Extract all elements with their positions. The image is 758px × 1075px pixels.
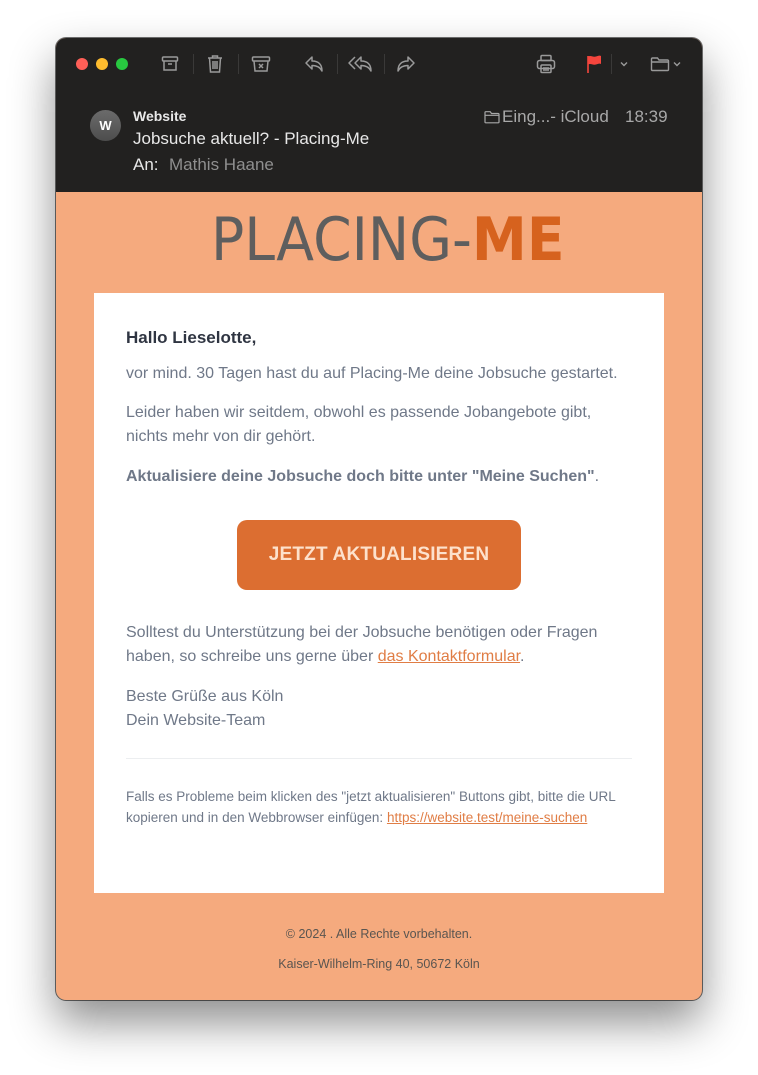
logo-accent-text: ME (471, 205, 565, 275)
signoff-line-1: Beste Grüße aus Köln (126, 688, 284, 705)
delete-button[interactable] (204, 51, 226, 77)
email-content-card (94, 293, 664, 893)
fallback-text: Falls es Probleme beim klicken des "jetzt aktualisieren" Buttons gibt, bitte die URL kopieren und in den Webbrowser einfügen: (126, 789, 616, 825)
greeting: Hallo Lieselotte, (126, 328, 257, 347)
mailbox-name: Eing...- iCloud (502, 107, 609, 126)
search-url-link[interactable]: https://website.test/meine-suchen (386, 810, 588, 825)
forward-icon (396, 55, 416, 73)
flag-menu-button[interactable] (617, 51, 631, 77)
footer-address: Kaiser-Wilhelm-Ring 40, 50672 Köln (278, 957, 480, 971)
fallback-note (126, 786, 636, 828)
flag-button[interactable] (583, 51, 605, 77)
reply-all-icon (347, 55, 373, 73)
cta-instruction: Aktualisiere deine Jobsuche doch bitte unter "Meine Suchen" (126, 468, 595, 485)
chevron-down-icon (673, 61, 681, 67)
contact-form-link[interactable]: das Kontaktformular (377, 648, 521, 665)
paragraph-call-to-action (126, 465, 636, 489)
placing-me-logo (211, 205, 565, 275)
recipient-label: An: (133, 155, 159, 174)
footer-copyright: © 2024 . Alle Rechte vorbehalten. (285, 927, 473, 941)
support-text: Solltest du Unterstützung bei der Jobsuche benötigen oder Fragen haben, so schreibe uns gerne über (126, 624, 598, 665)
zoom-window-button[interactable] (116, 58, 128, 70)
logo-text: PLACING- (211, 205, 472, 275)
archive-icon (161, 55, 179, 73)
reply-button[interactable] (302, 51, 326, 77)
sender-avatar: W (90, 110, 121, 141)
archive-button[interactable] (159, 51, 181, 77)
junk-icon (251, 55, 271, 73)
email-subject: Jobsuche aktuell? - Placing-Me (133, 129, 370, 148)
print-button[interactable] (534, 51, 558, 77)
close-window-button[interactable] (76, 58, 88, 70)
forward-button[interactable] (394, 51, 418, 77)
junk-button[interactable] (250, 51, 272, 77)
sender-name[interactable]: Website (133, 108, 187, 124)
toolbar-divider (238, 54, 239, 74)
update-search-button[interactable]: JETZT AKTUALISIEREN (237, 520, 521, 590)
toolbar-divider (384, 54, 385, 74)
toolbar-divider (337, 54, 338, 74)
divider (126, 758, 632, 759)
paragraph-no-activity: Leider haben wir seitdem, obwohl es passende Jobangebote gibt, nichts mehr von dir gehört. (126, 404, 592, 445)
mailbox-location[interactable] (484, 107, 609, 127)
mail-header-bar (56, 38, 702, 192)
minimize-window-button[interactable] (96, 58, 108, 70)
punctuation: . (520, 648, 525, 665)
flag-icon (585, 54, 603, 74)
reply-all-button[interactable] (346, 51, 374, 77)
move-to-folder-button[interactable] (650, 51, 686, 77)
received-time: 18:39 (625, 107, 668, 126)
printer-icon (536, 54, 556, 74)
reply-icon (304, 55, 324, 73)
toolbar-divider (611, 54, 612, 74)
folder-icon (650, 56, 670, 72)
recipient-name[interactable]: Mathis Haane (169, 155, 274, 174)
chevron-down-icon (620, 61, 628, 67)
folder-icon (484, 110, 500, 124)
mail-window (56, 38, 702, 1000)
punctuation: . (594, 468, 600, 485)
signoff-line-2: Dein Website-Team (126, 712, 266, 729)
trash-icon (206, 54, 224, 74)
toolbar-divider (193, 54, 194, 74)
paragraph-intro: vor mind. 30 Tagen hast du auf Placing-Me deine Jobsuche gestartet. (126, 365, 618, 382)
paragraph-support (126, 621, 626, 669)
